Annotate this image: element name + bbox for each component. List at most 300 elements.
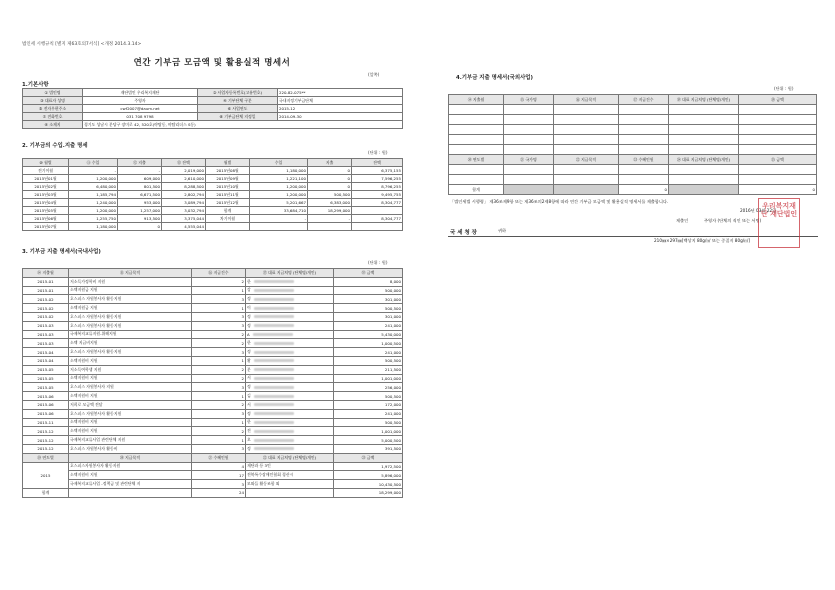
expense-purpose: 호스피스 자원봉사자 활동지원 bbox=[69, 348, 192, 357]
table-row bbox=[23, 97, 403, 105]
table-row bbox=[449, 175, 817, 185]
payee-name: 분 bbox=[246, 365, 334, 374]
expense-count: 1 bbox=[192, 392, 246, 401]
table-row bbox=[449, 125, 817, 135]
income-cell: 2015년08월 bbox=[206, 167, 250, 175]
income-cell: 1,200,000 bbox=[69, 175, 118, 183]
table-row bbox=[23, 400, 403, 409]
table-row bbox=[23, 480, 403, 489]
income-cell: - bbox=[250, 215, 308, 223]
table-row bbox=[23, 409, 403, 418]
summary-header: ⑳ 지급목적 bbox=[69, 453, 192, 462]
expense-amount: 391,500 bbox=[334, 444, 403, 453]
basic-value: 주영자 bbox=[83, 97, 198, 105]
redacted-name bbox=[253, 333, 293, 336]
income-cell: 0 bbox=[308, 183, 352, 191]
redacted-name bbox=[254, 289, 294, 292]
income-cell: 6,671,500 bbox=[118, 191, 162, 199]
table-row bbox=[23, 453, 403, 462]
summary-header: ㉓ 금액 bbox=[334, 453, 403, 462]
expense-month: 2015-05 bbox=[23, 374, 69, 383]
expense-amount: 500,500 bbox=[334, 304, 403, 313]
income-cell: 1,180,000 bbox=[69, 223, 118, 231]
expense-purpose: 소액지원금 지원 bbox=[69, 304, 192, 313]
redacted-name bbox=[254, 351, 294, 354]
table-row bbox=[23, 286, 403, 295]
income-cell: 1,180,000 bbox=[250, 167, 308, 175]
income-header: ⑩ 월별 bbox=[23, 159, 69, 167]
income-cell: 3,089,794 bbox=[162, 199, 206, 207]
table-row bbox=[23, 215, 403, 223]
table-row bbox=[449, 155, 817, 165]
income-cell: 4,555,044 bbox=[162, 223, 206, 231]
expense-count: 3 bbox=[192, 312, 246, 321]
expense-month: 2015-06 bbox=[23, 409, 69, 418]
table-row bbox=[23, 330, 403, 339]
expense-amount: 5,000,500 bbox=[334, 436, 403, 445]
summary-purpose: 소액지원비 지원 bbox=[69, 471, 192, 480]
expense-amount: 1,001,000 bbox=[334, 374, 403, 383]
table-row bbox=[449, 185, 817, 195]
income-cell: 7,596,255 bbox=[352, 175, 403, 183]
table-row bbox=[23, 191, 403, 199]
basic-label: ⑤ 전자우편주소 bbox=[23, 105, 83, 113]
summary-purpose: 국제복지교류사업 -정책금 및 관련단체 지 bbox=[69, 480, 192, 489]
domestic-header: ⑰ 대표 지급처명 (단체명/개인) bbox=[246, 269, 334, 278]
income-cell: - bbox=[118, 167, 162, 175]
expense-month: 2015-05 bbox=[23, 365, 69, 374]
expense-count: 1 bbox=[192, 286, 246, 295]
table-row bbox=[23, 159, 403, 167]
income-cell: 6,383,000 bbox=[308, 199, 352, 207]
income-header: 지출 bbox=[308, 159, 352, 167]
expense-month: 2015-02 bbox=[23, 312, 69, 321]
summary-payee: 모와들 활동조합 외 bbox=[246, 480, 334, 489]
expense-count: 3 bbox=[192, 444, 246, 453]
table-row bbox=[449, 135, 817, 145]
income-cell: 2015년10월 bbox=[206, 183, 250, 191]
income-cell: 2015년06월 bbox=[23, 215, 69, 223]
income-cell: 0 bbox=[118, 223, 162, 231]
summary-payee: 재단과 등 3인 bbox=[246, 462, 334, 471]
foreign-empty bbox=[554, 105, 619, 115]
payee-name: 서 bbox=[246, 374, 334, 383]
foreign-empty bbox=[669, 115, 739, 125]
income-cell: 2015년05월 bbox=[23, 207, 69, 215]
foreign-empty bbox=[449, 175, 504, 185]
expense-count: 3 bbox=[192, 383, 246, 392]
foreign-empty bbox=[619, 145, 669, 155]
income-cell: 3,375,044 bbox=[162, 215, 206, 223]
expense-purpose: 소액지원비 지원 bbox=[69, 392, 192, 401]
income-header: ⑪ 수입 bbox=[69, 159, 118, 167]
foreign-empty bbox=[554, 125, 619, 135]
foreign-total-amount: 0 bbox=[739, 185, 817, 195]
basic-value: 경기도 성남시 분당구 장미로 42, 520호(야탑동, 야탑리더스 S동) bbox=[83, 121, 403, 129]
table-row bbox=[23, 339, 403, 348]
redacted-name bbox=[254, 359, 294, 362]
expense-purpose: 저소득여학생 지원 bbox=[69, 365, 192, 374]
income-cell: 1,185,794 bbox=[69, 191, 118, 199]
foreign-empty bbox=[619, 115, 669, 125]
table-row bbox=[23, 427, 403, 436]
table-row bbox=[23, 383, 403, 392]
table-row bbox=[23, 89, 403, 97]
domestic-heading: 3. 기부금 지출 명세서(국내사업) bbox=[22, 249, 101, 255]
foreign-summary-header: ⑳ 연도별 bbox=[449, 155, 504, 165]
summary-purpose: 호스피스자원봉사자 활동지원 bbox=[69, 462, 192, 471]
income-cell: - bbox=[308, 215, 352, 223]
total-blank bbox=[246, 488, 334, 497]
income-cell: 8,796,255 bbox=[352, 183, 403, 191]
foreign-empty bbox=[449, 165, 504, 175]
expense-purpose: 소액지원비 지원 bbox=[69, 418, 192, 427]
expense-month: 2015-04 bbox=[23, 356, 69, 365]
income-cell bbox=[352, 207, 403, 215]
table-row bbox=[23, 392, 403, 401]
foreign-empty bbox=[739, 115, 817, 125]
payee-name: 정 bbox=[246, 383, 334, 392]
declaration: 「법인세법 시행령」 제36조제9항 또는 제36조의2제8항에 따라 연간 기부금 모금액 및 활용실적 명세서를 제출합니다. bbox=[450, 199, 669, 204]
foreign-summary-header: ㉔ 대표 지급처명 (단체명/개인) bbox=[669, 155, 739, 165]
foreign-summary-header: ㉕ 금액 bbox=[739, 155, 817, 165]
foreign-empty bbox=[669, 165, 739, 175]
expense-count: 2 bbox=[192, 339, 246, 348]
income-cell: 1,240,000 bbox=[69, 199, 118, 207]
expense-amount: 256,000 bbox=[334, 383, 403, 392]
foreign-summary-header: ㉓ 수혜인원 bbox=[619, 155, 669, 165]
expense-month: 2015-12 bbox=[23, 427, 69, 436]
foreign-empty bbox=[669, 175, 739, 185]
foreign-header: ⑲ 금액 bbox=[739, 95, 817, 105]
expense-month: 2015-03 bbox=[23, 339, 69, 348]
income-cell: 8,304,777 bbox=[352, 199, 403, 207]
table-row bbox=[23, 374, 403, 383]
table-row bbox=[23, 418, 403, 427]
income-cell: 6,480,000 bbox=[69, 183, 118, 191]
expense-month: 2015-04 bbox=[23, 348, 69, 357]
table-row bbox=[23, 183, 403, 191]
domestic-unit: (단위 : 원) bbox=[368, 260, 388, 265]
basic-value: 031 708 9798 bbox=[83, 113, 198, 121]
total-label: 합계 bbox=[23, 488, 69, 497]
payee-name: 서 bbox=[246, 400, 334, 409]
expense-amount: 241,000 bbox=[334, 348, 403, 357]
income-cell: 500,500 bbox=[308, 191, 352, 199]
foreign-total-blank bbox=[554, 185, 619, 195]
payee-name: 한 bbox=[246, 418, 334, 427]
income-cell: 9,495,755 bbox=[352, 191, 403, 199]
expense-purpose: 호스피스 자원봉사자 지원 bbox=[69, 383, 192, 392]
table-row bbox=[23, 207, 403, 215]
foreign-empty bbox=[739, 165, 817, 175]
expense-count: 1 bbox=[192, 436, 246, 445]
payee-name: 정 bbox=[246, 409, 334, 418]
income-cell: 953,000 bbox=[118, 199, 162, 207]
expense-purpose: 소액지원비 지원 bbox=[69, 374, 192, 383]
payee-name: 김 bbox=[246, 392, 334, 401]
basic-value: 220-82-075** bbox=[278, 89, 403, 97]
foreign-empty bbox=[504, 145, 554, 155]
income-cell: 2015년07월 bbox=[23, 223, 69, 231]
income-cell: 2,019,000 bbox=[162, 167, 206, 175]
income-cell: 2015년02월 bbox=[23, 183, 69, 191]
basic-value: 재단법인 우리복지재단 bbox=[83, 89, 198, 97]
basic-label: ⑥ 사업연도 bbox=[198, 105, 278, 113]
table-row bbox=[449, 105, 817, 115]
summary-amount: 10,430,500 bbox=[334, 480, 403, 489]
income-cell: 5,201,667 bbox=[250, 199, 308, 207]
income-cell: - bbox=[69, 167, 118, 175]
basic-label: ① 법인명 bbox=[23, 89, 83, 97]
foreign-total-blank bbox=[504, 185, 554, 195]
foreign-empty bbox=[449, 105, 504, 115]
expense-purpose: 소액지원비 지원 bbox=[69, 427, 192, 436]
submit-date: 2016년 03월 22일 bbox=[740, 208, 777, 213]
expense-month: 2015-02 bbox=[23, 304, 69, 313]
summary-header: ⑲ 연도별 bbox=[23, 453, 69, 462]
foreign-empty bbox=[554, 115, 619, 125]
foreign-empty bbox=[449, 115, 504, 125]
foreign-empty bbox=[554, 175, 619, 185]
table-row bbox=[23, 321, 403, 330]
redacted-name bbox=[254, 439, 294, 442]
basic-label: ⑦ 전화번호 bbox=[23, 113, 83, 121]
foreign-empty bbox=[669, 145, 739, 155]
summary-header: ㉒ 대표 지급처명 (단체명/개인) bbox=[246, 453, 334, 462]
expense-count: 3 bbox=[192, 348, 246, 357]
domestic-header: ⑯ 지급건수 bbox=[192, 269, 246, 278]
summary-payee: 전북특수장애인협회 경산시 bbox=[246, 471, 334, 480]
expense-month: 2015-01 bbox=[23, 286, 69, 295]
redacted-name bbox=[254, 395, 294, 398]
redacted-name bbox=[254, 368, 294, 371]
redacted-name bbox=[254, 412, 294, 415]
expense-count: 3 bbox=[192, 409, 246, 418]
income-cell: 1,257,000 bbox=[118, 207, 162, 215]
table-row bbox=[23, 269, 403, 278]
expense-month: 2015-12 bbox=[23, 436, 69, 445]
expense-amount: 500,500 bbox=[334, 356, 403, 365]
income-cell: 8,288,500 bbox=[162, 183, 206, 191]
income-cell: 2015년01월 bbox=[23, 175, 69, 183]
income-unit: (단위 : 원) bbox=[368, 150, 388, 155]
foreign-empty bbox=[504, 175, 554, 185]
submitter-value: 주영자 (단체의 직인 또는 서명) bbox=[704, 218, 762, 223]
income-header: ⑬ 잔액 bbox=[162, 159, 206, 167]
income-cell: 2015년09월 bbox=[206, 175, 250, 183]
basic-value: 2015-12 bbox=[278, 105, 403, 113]
foreign-summary-header: ㉑ 국가명 bbox=[504, 155, 554, 165]
foreign-empty bbox=[554, 145, 619, 155]
foreign-empty bbox=[619, 125, 669, 135]
redacted-name bbox=[254, 307, 294, 310]
expense-purpose: 저희로 모금액 전달 bbox=[69, 400, 192, 409]
foreign-empty bbox=[669, 125, 739, 135]
expense-month: 2015-11 bbox=[23, 418, 69, 427]
paper-spec: 210㎜×297㎜[백상지 80g/㎡ 또는 중질지 80g/㎡] bbox=[654, 238, 750, 243]
payee-name: 정 bbox=[246, 312, 334, 321]
income-cell: 1,200,000 bbox=[69, 207, 118, 215]
table-row bbox=[23, 223, 403, 231]
foreign-total-count: 0 bbox=[619, 185, 669, 195]
table-row bbox=[23, 175, 403, 183]
foreign-header: ⑭ 지출월 bbox=[449, 95, 504, 105]
expense-purpose: 소액 지급비지원 bbox=[69, 339, 192, 348]
foreign-header: ⑯ 지급목적 bbox=[554, 95, 619, 105]
summary-count: 3 bbox=[192, 480, 246, 489]
income-cell: 2015년04월 bbox=[23, 199, 69, 207]
foreign-empty bbox=[739, 135, 817, 145]
foreign-empty bbox=[669, 135, 739, 145]
table-row bbox=[23, 471, 403, 480]
foreign-header: ⑰ 지급건수 bbox=[619, 95, 669, 105]
income-cell bbox=[250, 223, 308, 231]
foreign-header: ⑱ 대표 지급처명 (단체명/개인) bbox=[669, 95, 739, 105]
foreign-empty bbox=[449, 135, 504, 145]
expense-month: 2015-06 bbox=[23, 392, 69, 401]
income-cell: 차기이월 bbox=[206, 215, 250, 223]
income-heading: 2. 기부금의 수입.지출 명세 bbox=[22, 143, 88, 149]
summary-header: ㉑ 수혜인원 bbox=[192, 453, 246, 462]
income-cell: 3,032,794 bbox=[162, 207, 206, 215]
payee-name: A bbox=[246, 330, 334, 339]
foreign-empty bbox=[504, 135, 554, 145]
expense-month: 2015-01 bbox=[23, 277, 69, 286]
expense-count: 1 bbox=[192, 418, 246, 427]
expense-count: 2 bbox=[192, 427, 246, 436]
foreign-empty bbox=[669, 105, 739, 115]
expense-count: 1 bbox=[192, 304, 246, 313]
expense-purpose: 호스피스 자원봉사자 활동비 bbox=[69, 444, 192, 453]
foreign-empty bbox=[619, 165, 669, 175]
foreign-empty bbox=[739, 105, 817, 115]
redacted-name bbox=[254, 298, 294, 301]
expense-count: 2 bbox=[192, 277, 246, 286]
expense-month: 2015-12 bbox=[23, 444, 69, 453]
foreign-table bbox=[448, 94, 817, 195]
total-count: 24 bbox=[192, 488, 246, 497]
expense-amount: 500,500 bbox=[334, 392, 403, 401]
redacted-name bbox=[254, 421, 294, 424]
payee-name: 한 bbox=[246, 277, 334, 286]
basic-label: ⑨ 소재지 bbox=[23, 121, 83, 129]
foreign-empty bbox=[739, 145, 817, 155]
basic-label: ③ 대표자 성명 bbox=[23, 97, 83, 105]
table-row bbox=[23, 304, 403, 313]
foreign-empty bbox=[449, 145, 504, 155]
expense-amount: 500,000 bbox=[334, 286, 403, 295]
expense-amount: 172,000 bbox=[334, 400, 403, 409]
income-header: 수입 bbox=[250, 159, 308, 167]
payee-name: 이 bbox=[246, 304, 334, 313]
expense-month: 2015-02 bbox=[23, 295, 69, 304]
foreign-empty bbox=[739, 175, 817, 185]
expense-purpose: 국제복지교류사업 관련단체 지원 bbox=[69, 436, 192, 445]
payee-name: 전 bbox=[246, 427, 334, 436]
recipient: 국 세 청 장 bbox=[450, 230, 477, 236]
basic-value: 2014-09-30 bbox=[278, 113, 403, 121]
income-cell bbox=[206, 223, 250, 231]
expense-count: 2 bbox=[192, 374, 246, 383]
expense-purpose: 호스피스 자원봉사자 활동지원 bbox=[69, 321, 192, 330]
table-row bbox=[449, 95, 817, 105]
table-row bbox=[449, 145, 817, 155]
expense-amount: 241,000 bbox=[334, 409, 403, 418]
expense-count: 2 bbox=[192, 400, 246, 409]
expense-purpose: 호스피스 자원봉사자 활동지원 bbox=[69, 295, 192, 304]
payee-name: 정 bbox=[246, 444, 334, 453]
income-header: ⑫ 지출 bbox=[118, 159, 162, 167]
expense-count: 1 bbox=[192, 356, 246, 365]
left-page bbox=[12, 0, 412, 590]
foreign-empty bbox=[449, 125, 504, 135]
income-cell bbox=[308, 223, 352, 231]
income-cell: 전기이월 bbox=[23, 167, 69, 175]
income-cell: 0 bbox=[308, 175, 352, 183]
foreign-empty bbox=[504, 165, 554, 175]
redacted-name bbox=[254, 342, 294, 345]
income-cell: 1,221,100 bbox=[250, 175, 308, 183]
payee-name: 정 bbox=[246, 321, 334, 330]
income-cell: 801,500 bbox=[118, 183, 162, 191]
expense-purpose: 소액지원금 지원 bbox=[69, 286, 192, 295]
income-cell: 2,610,000 bbox=[162, 175, 206, 183]
foreign-total-label: 합계 bbox=[449, 185, 504, 195]
summary-amount: 5,896,000 bbox=[334, 471, 403, 480]
domestic-table bbox=[22, 268, 403, 498]
redacted-name bbox=[254, 280, 294, 283]
table-row bbox=[449, 115, 817, 125]
expense-purpose: 저소득가정학비 지원 bbox=[69, 277, 192, 286]
redacted-name bbox=[254, 403, 294, 406]
redacted-name bbox=[254, 324, 294, 327]
foreign-summary-header: ㉒ 지급목적 bbox=[554, 155, 619, 165]
income-table bbox=[22, 158, 403, 231]
payee-name: 정 bbox=[246, 348, 334, 357]
table-row bbox=[23, 488, 403, 497]
basic-heading: 1.기본사항 bbox=[22, 82, 49, 88]
table-row bbox=[23, 356, 403, 365]
expense-month: 2015-05 bbox=[23, 383, 69, 392]
expense-amount: 301,000 bbox=[334, 312, 403, 321]
income-cell: 18,299,000 bbox=[308, 207, 352, 215]
redacted-name bbox=[254, 377, 294, 380]
expense-month: 2015-03 bbox=[23, 321, 69, 330]
expense-month: 2015-06 bbox=[23, 400, 69, 409]
submitter-label: 제출인 bbox=[676, 218, 689, 223]
redacted-name bbox=[254, 430, 294, 433]
redacted-name bbox=[254, 447, 294, 450]
expense-amount: 241,000 bbox=[334, 321, 403, 330]
expense-purpose: 소액지원비 지원 bbox=[69, 356, 192, 365]
table-row bbox=[449, 165, 817, 175]
income-cell: 2015년11월 bbox=[206, 191, 250, 199]
income-cell: 609,000 bbox=[118, 175, 162, 183]
expense-purpose: 호스피스 자원봉사자 활동지원 bbox=[69, 409, 192, 418]
foreign-empty bbox=[619, 175, 669, 185]
table-row bbox=[23, 436, 403, 445]
table-row bbox=[23, 365, 403, 374]
basic-label: ② 사업자등록번호(고유번호) bbox=[198, 89, 278, 97]
expense-count: 2 bbox=[192, 330, 246, 339]
expense-amount: 1,001,000 bbox=[334, 427, 403, 436]
foreign-empty bbox=[554, 165, 619, 175]
table-row bbox=[23, 121, 403, 129]
expense-purpose: 호스피스 자원봉사자 활동지원 bbox=[69, 312, 192, 321]
domestic-header: ⑱ 금액 bbox=[334, 269, 403, 278]
foreign-heading: 4.기부금 지출 명세서(국외사업) bbox=[456, 75, 533, 81]
